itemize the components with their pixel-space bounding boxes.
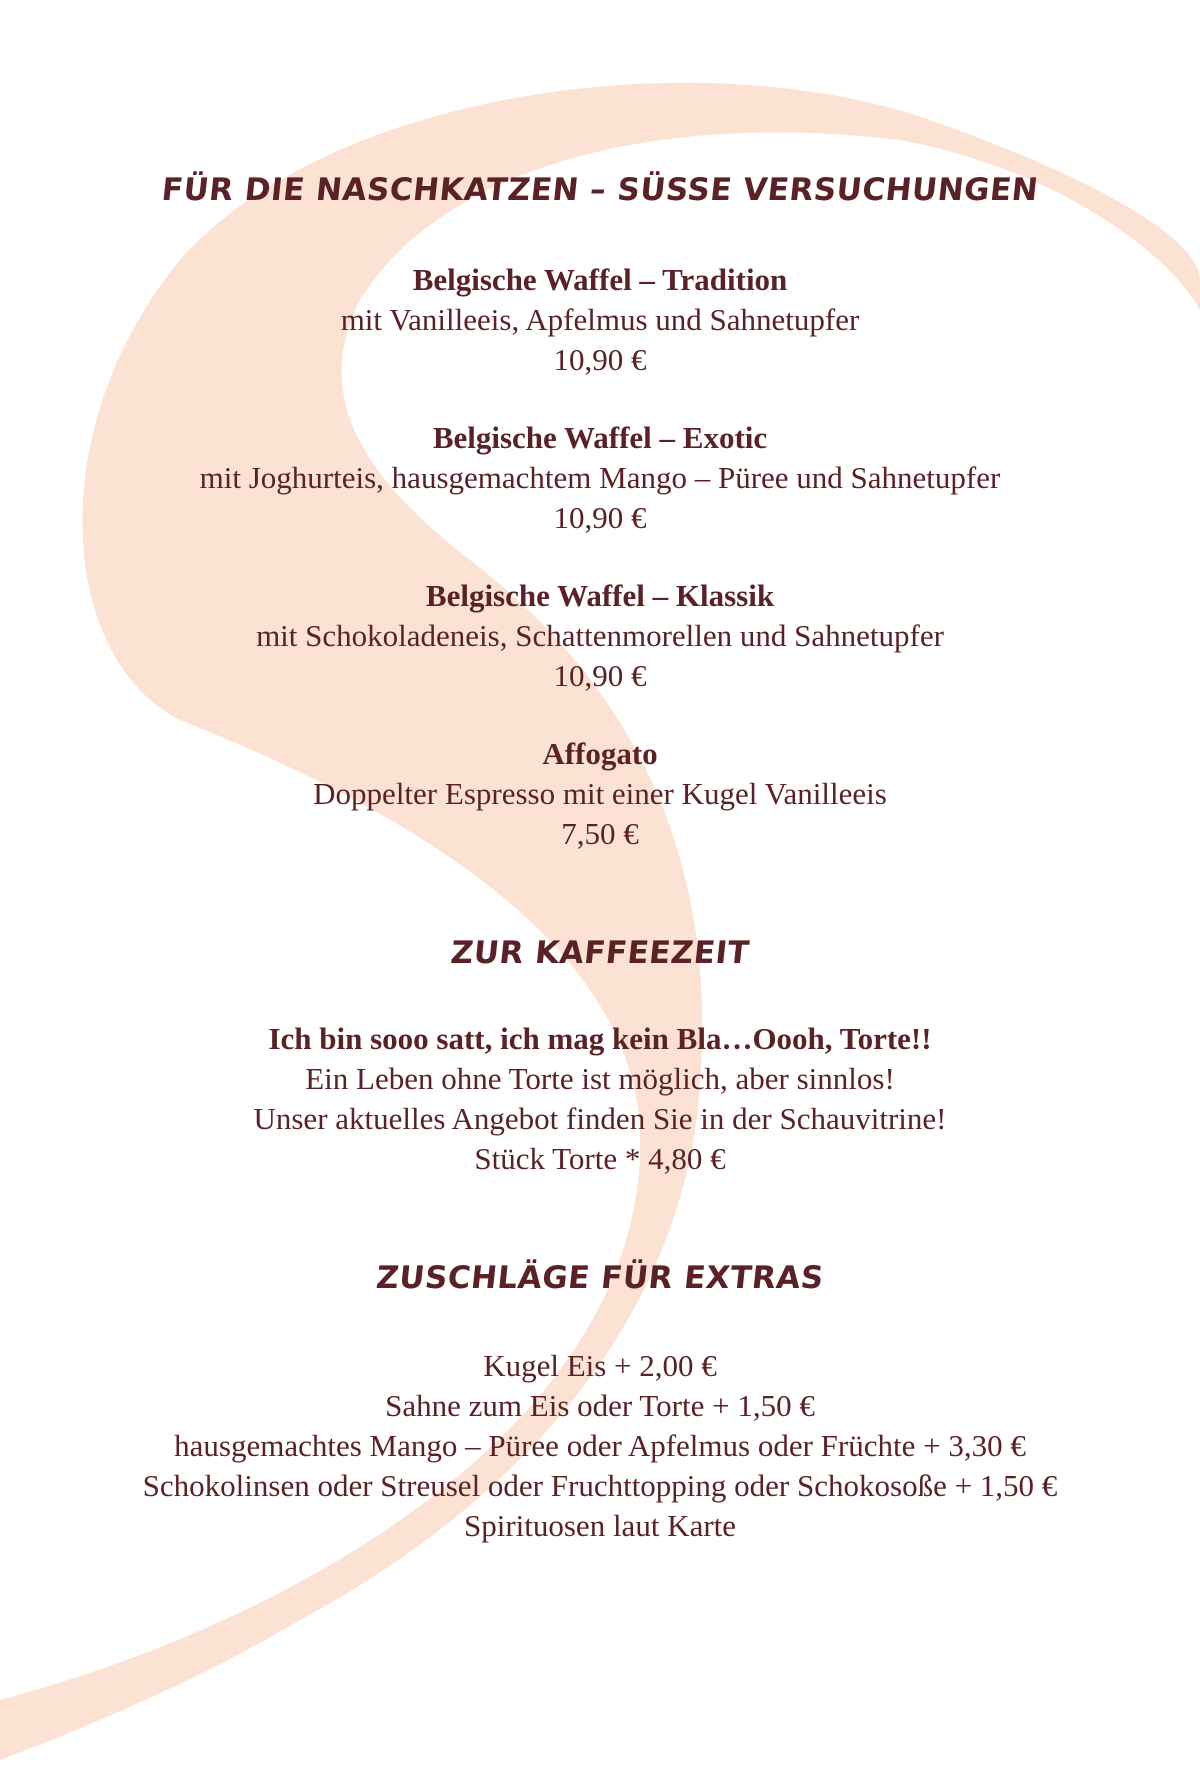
item-description: mit Schokoladeneis, Schattenmorellen und Sahnetupfer	[256, 618, 944, 653]
item-price: 7,50 €	[561, 816, 639, 851]
coffee-block	[0, 1019, 1200, 1179]
menu-item-waffel-exotic	[0, 418, 1200, 538]
extras-list	[0, 1346, 1200, 1546]
coffee-text-2: Unser aktuelles Angebot finden Sie in der Schauvitrine!	[253, 1101, 947, 1136]
coffee-price: Stück Torte * 4,80 €	[474, 1141, 726, 1176]
coffee-headline: Ich bin sooo satt, ich mag kein Bla…Oooh, Torte!!	[268, 1021, 932, 1056]
section-title-coffee: ZUR KAFFEEZEIT	[448, 935, 752, 971]
extra-line: Sahne zum Eis oder Torte + 1,50 €	[385, 1388, 815, 1423]
section-title-desserts: FÜR DIE NASCHKATZEN – SÜSSE VERSUCHUNGEN	[159, 172, 1041, 208]
item-price: 10,90 €	[553, 500, 647, 535]
extra-line: Kugel Eis + 2,00 €	[483, 1348, 717, 1383]
item-name: Affogato	[542, 736, 658, 771]
item-price: 10,90 €	[553, 658, 647, 693]
extra-line: hausgemachtes Mango – Püree oder Apfelmus oder Früchte + 3,30 €	[174, 1428, 1026, 1463]
menu-item-waffel-tradition	[0, 260, 1200, 380]
menu-item-waffel-klassik	[0, 576, 1200, 696]
item-name: Belgische Waffel – Tradition	[412, 262, 788, 297]
section-title-extras: ZUSCHLÄGE FÜR EXTRAS	[374, 1260, 826, 1296]
item-name: Belgische Waffel – Exotic	[432, 420, 768, 455]
item-description: mit Vanilleeis, Apfelmus und Sahnetupfer	[340, 302, 860, 337]
extra-line: Spirituosen laut Karte	[463, 1508, 737, 1543]
item-description: mit Joghurteis, hausgemachtem Mango – Püree und Sahnetupfer	[199, 460, 1001, 495]
item-name: Belgische Waffel – Klassik	[425, 578, 775, 613]
extra-line: Schokolinsen oder Streusel oder Fruchttopping oder Schokosoße + 1,50 €	[142, 1468, 1058, 1503]
item-price: 10,90 €	[553, 342, 647, 377]
item-description: Doppelter Espresso mit einer Kugel Vanilleeis	[313, 776, 887, 811]
coffee-text-1: Ein Leben ohne Torte ist möglich, aber sinnlos!	[305, 1061, 895, 1096]
menu-item-affogato	[0, 734, 1200, 854]
